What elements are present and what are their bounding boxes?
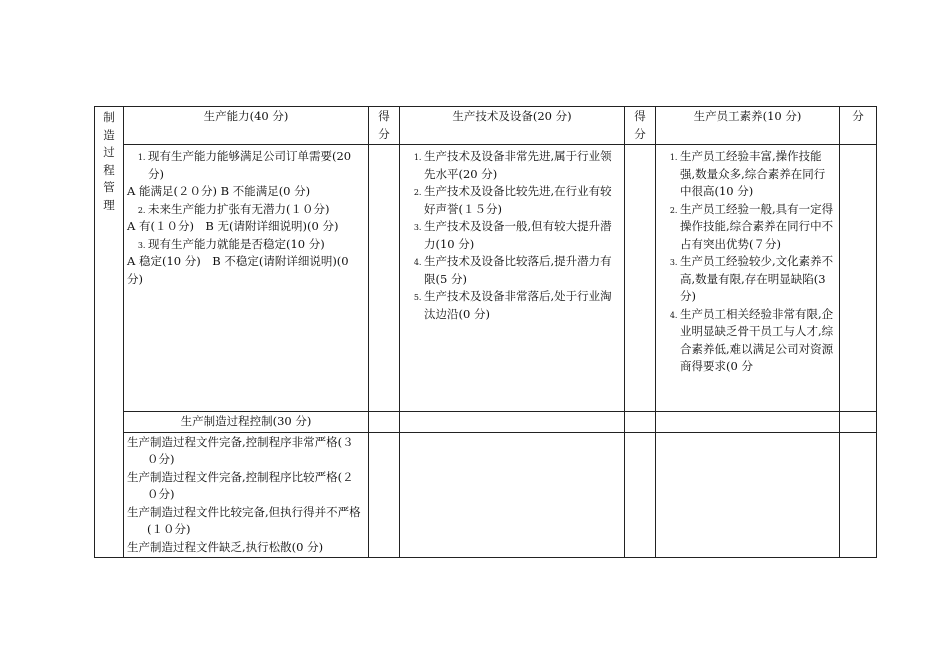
staff-header: 生产员工素养(10 分) — [656, 107, 840, 145]
capacity-item-3-options: A 稳定(10 分) B 不稳定(请附详细说明)(0 分) — [127, 254, 349, 286]
process-header-row — [95, 412, 877, 433]
staff-criteria — [656, 145, 840, 412]
process-item: 生产制造过程文件完备,控制程序比较严格(２０分) — [127, 469, 354, 501]
process-item: 生产制造过程文件完备,控制程序非常严格(３０分) — [127, 434, 354, 466]
tech-item: 2. 生产技术及设备比较先进,在行业有较好声誉(１５分) — [424, 183, 621, 218]
category-char: 程 — [103, 162, 115, 177]
staff-item: 2. 生产员工经验一般,具有一定得操作技能,综合素养在同行中不占有突出优势(７分) — [680, 201, 836, 254]
tech-item: 1. 生产技术及设备非常先进,属于行业领先水平(20 分) — [424, 148, 621, 183]
empty-cell — [625, 412, 656, 433]
category-char: 理 — [103, 197, 115, 212]
score-header-2 — [625, 107, 656, 145]
score-header-char: 分 — [378, 126, 390, 141]
capacity-item-3: 3. 现有生产能力就能是否稳定(10 分) — [148, 236, 365, 254]
capacity-item-2: 2. 未来生产能力扩张有无潜力(１０分) — [148, 201, 365, 219]
empty-cell — [656, 412, 840, 433]
tech-item: 4. 生产技术及设备比较落后,提升潜力有限(5 分) — [424, 253, 621, 288]
score-header-1 — [369, 107, 400, 145]
empty-cell — [840, 412, 877, 433]
category-char: 制 — [103, 110, 115, 124]
empty-cell — [840, 432, 877, 558]
category-char: 管 — [103, 180, 115, 194]
staff-item: 3. 生产员工经验较少,文化素养不高,数量有限,存在明显缺陷(3 分) — [680, 253, 836, 306]
capacity-item-1: 1. 现有生产能力能够满足公司订单需要(20 分) — [148, 148, 365, 183]
empty-cell — [625, 432, 656, 558]
score-header-3: 分 — [840, 107, 877, 145]
category-cell — [95, 107, 124, 558]
process-criteria — [124, 432, 369, 558]
tech-header: 生产技术及设备(20 分) — [400, 107, 625, 145]
staff-score-cell[interactable] — [840, 145, 877, 412]
staff-item: 1. 生产员工经验丰富,操作技能强,数量众多,综合素养在同行中很高(10 分) — [680, 148, 836, 201]
score-header-char: 得 — [634, 109, 646, 123]
capacity-header: 生产能力(40 分) — [124, 107, 369, 145]
score-header-char: 得 — [378, 109, 390, 123]
process-score-cell[interactable] — [369, 412, 400, 433]
evaluation-table — [94, 106, 877, 558]
capacity-criteria — [124, 145, 369, 412]
tech-item: 5. 生产技术及设备非常落后,处于行业淘汰边沿(0 分) — [424, 288, 621, 323]
process-item: 生产制造过程文件比较完备,但执行得并不严格(１０分) — [127, 504, 361, 536]
tech-criteria — [400, 145, 625, 412]
process-header: 生产制造过程控制(30 分) — [124, 412, 369, 433]
process-criteria-row — [95, 432, 877, 558]
evaluation-sheet — [94, 106, 876, 554]
score-header-char: 分 — [634, 126, 646, 141]
header-row — [95, 107, 877, 145]
staff-item: 4. 生产员工相关经验非常有限,企业明显缺乏骨干员工与人才,综合素养低,难以满足公司对资源商得要求(0 分 — [680, 306, 836, 376]
capacity-score-cell[interactable] — [369, 145, 400, 412]
empty-cell — [656, 432, 840, 558]
empty-cell — [400, 432, 625, 558]
tech-item: 3. 生产技术及设备一般,但有较大提升潜力(10 分) — [424, 218, 621, 253]
process-item: 生产制造过程文件缺乏,执行松散(0 分) — [127, 539, 324, 554]
capacity-item-1-options: A 能满足(２０分) B 不能满足(0 分) — [127, 184, 311, 198]
category-char: 过 — [103, 145, 115, 159]
empty-cell — [400, 412, 625, 433]
criteria-row — [95, 145, 877, 412]
capacity-item-2-options: A 有(１０分) B 无(请附详细说明)(0 分) — [127, 219, 339, 233]
empty-cell — [369, 432, 400, 558]
tech-score-cell[interactable] — [625, 145, 656, 412]
category-char: 造 — [103, 127, 115, 142]
